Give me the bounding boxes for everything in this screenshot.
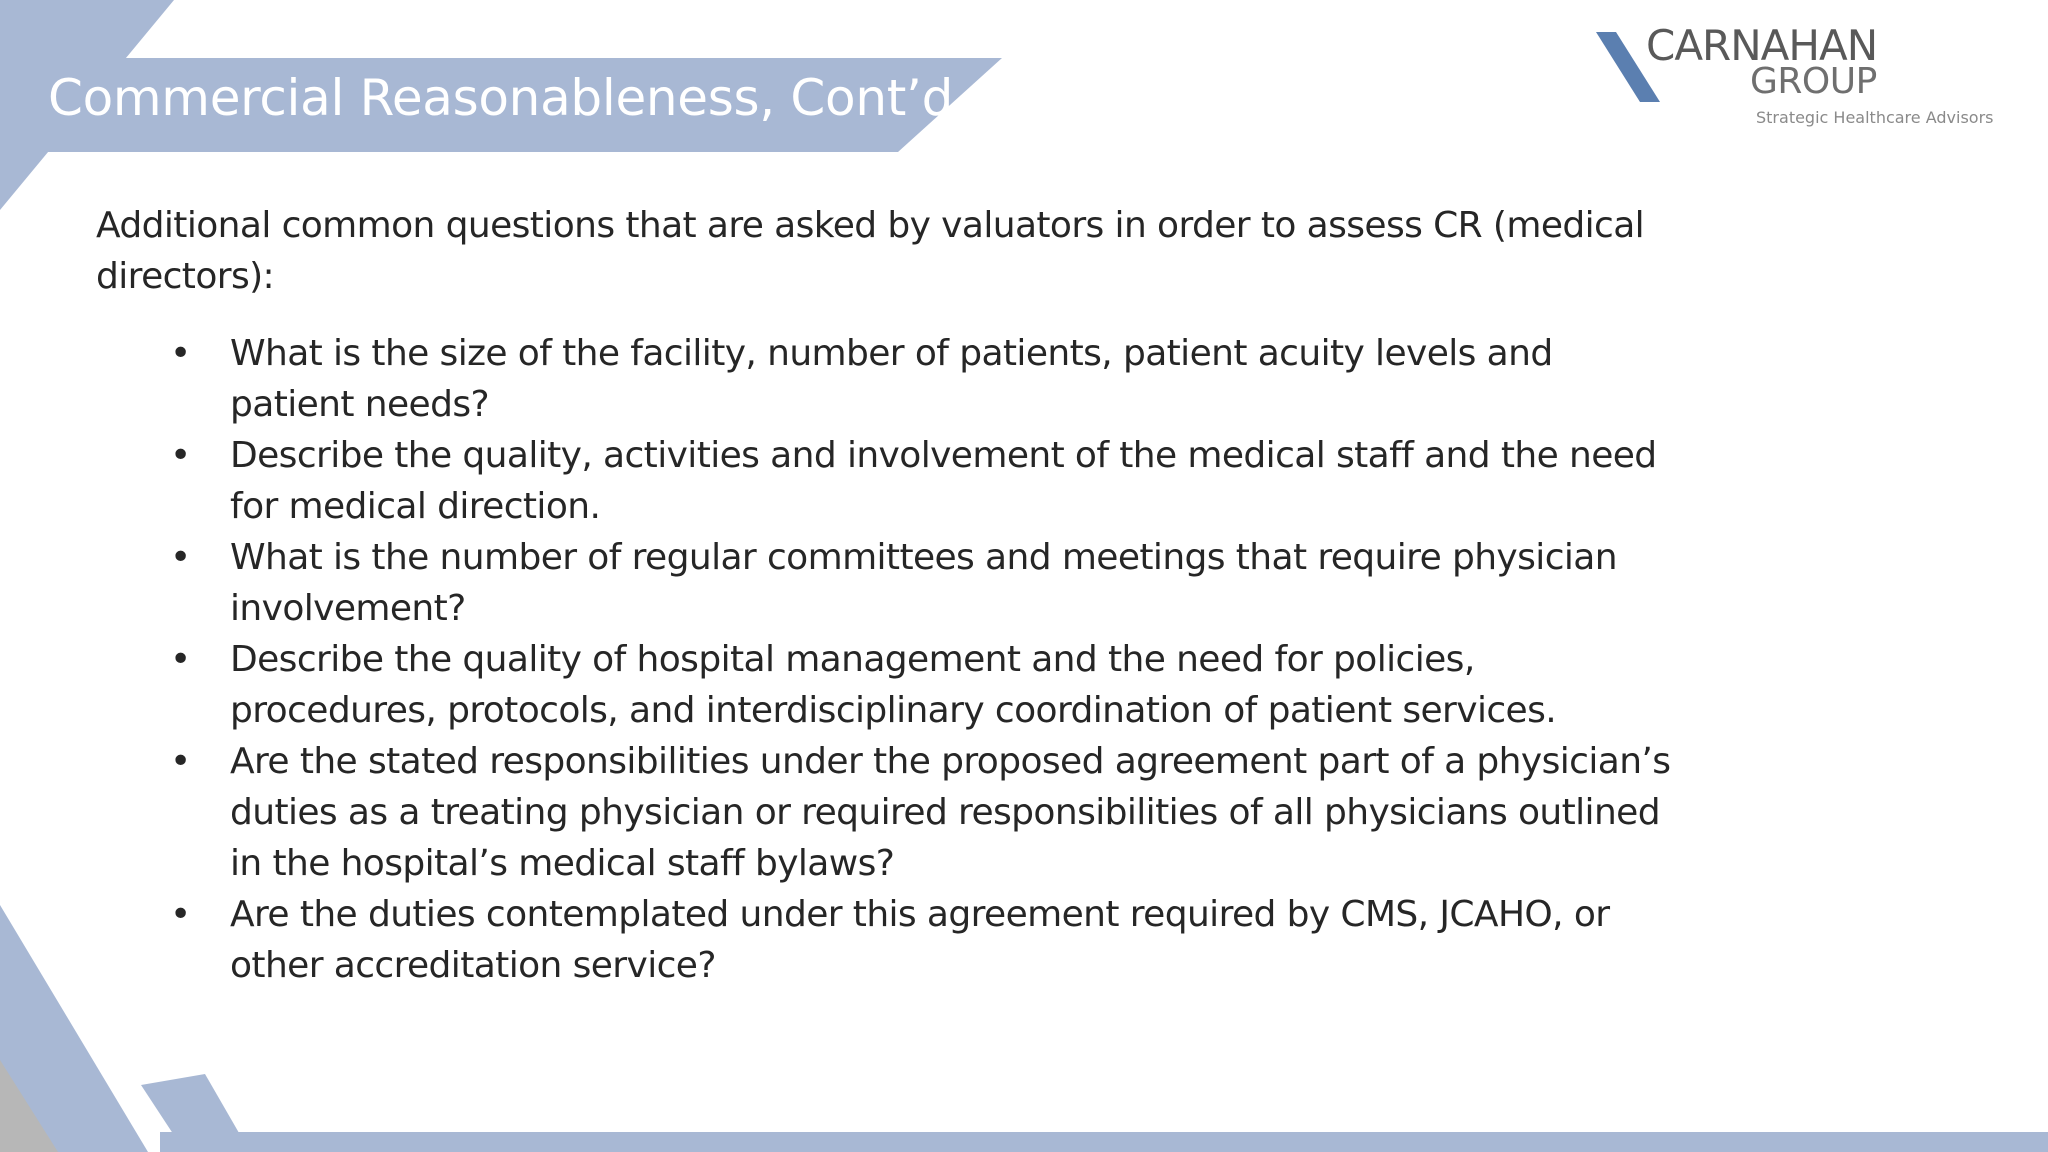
- list-item-text: Are the stated responsibilities under the proposed agreement part of a physician’s duties as a treating physician or required responsibilities of all physicians outlined in the hospital’s medical staff bylaws?: [230, 741, 1671, 884]
- bullet-dot: •: [170, 537, 191, 578]
- list-item-text: Are the duties contemplated under this agreement required by CMS, JCAHO, or other accreditation service?: [230, 894, 1610, 986]
- list-item-text: Describe the quality, activities and involvement of the medical staff and the need for medical direction.: [230, 435, 1657, 527]
- list-item: [96, 532, 1676, 634]
- bullet-dot: •: [170, 639, 191, 680]
- bullet-dot: •: [170, 741, 191, 782]
- list-item: [96, 736, 1676, 889]
- list-item-text: What is the size of the facility, number of patients, patient acuity levels and patient needs?: [230, 333, 1553, 425]
- list-item-text: Describe the quality of hospital management and the need for policies, procedures, protocols, and interdisciplinary coordination of patient services.: [230, 639, 1557, 731]
- bullet-dot: •: [170, 894, 191, 935]
- list-item-text: What is the number of regular committees and meetings that require physician involvement?: [230, 537, 1617, 629]
- bottom-strip: [160, 1132, 2048, 1152]
- logo-group: GROUP: [1750, 61, 1877, 102]
- list-item: [96, 634, 1676, 736]
- bullet-dot: •: [170, 435, 191, 476]
- logo-tagline: Strategic Healthcare Advisors: [1756, 108, 1994, 127]
- list-item: [96, 889, 1676, 991]
- company-logo: [1594, 22, 2014, 134]
- slide-content: [96, 200, 1676, 991]
- list-item: [96, 328, 1676, 430]
- question-list: [96, 328, 1676, 991]
- slide-title: Commercial Reasonableness, Cont’d: [48, 69, 954, 127]
- list-item: [96, 430, 1676, 532]
- bullet-dot: •: [170, 333, 191, 374]
- logo-name: CARNAHAN: [1646, 21, 1878, 70]
- intro-text: Additional common questions that are asked by valuators in order to assess CR (medical directors):: [96, 205, 1645, 297]
